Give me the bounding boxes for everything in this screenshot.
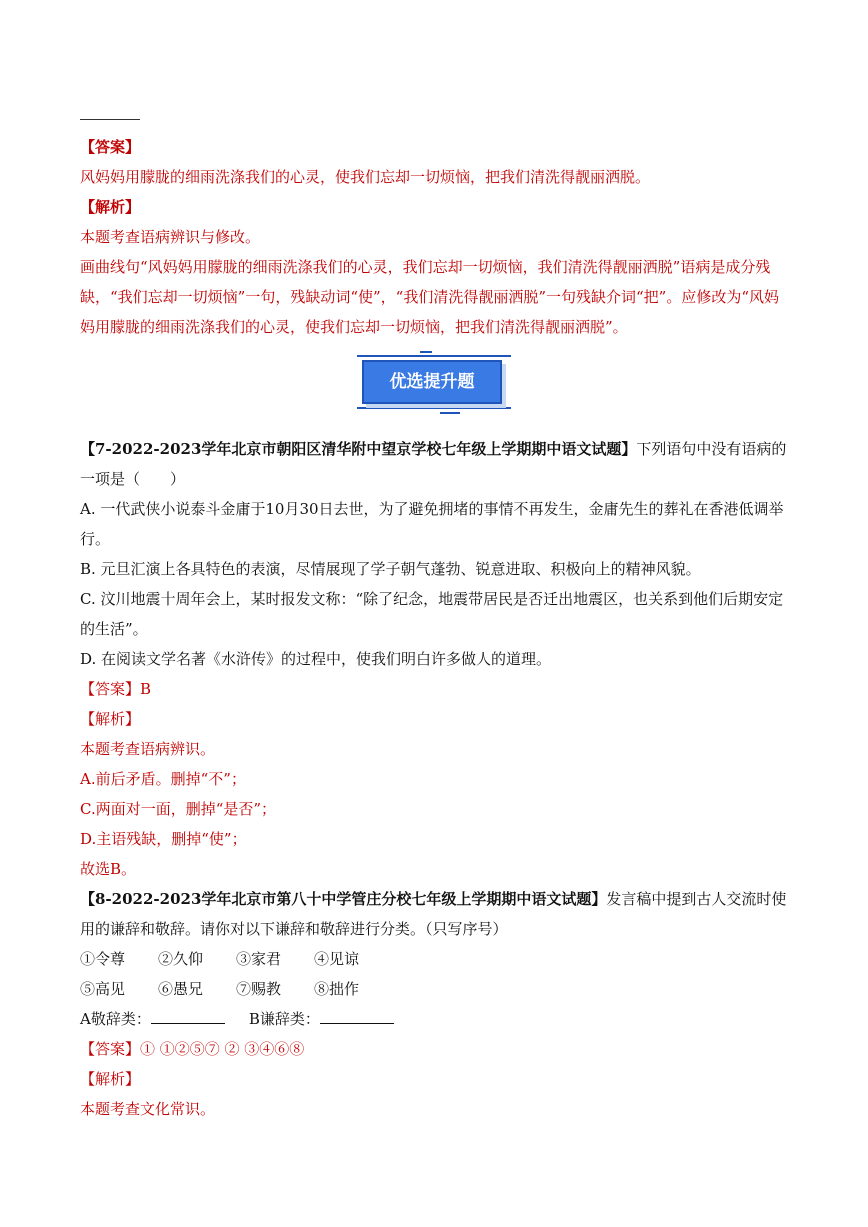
- answer-blank-b: [320, 1009, 394, 1024]
- option-c: C. 汶川地震十周年会上，某时报发文称：“除了纪念，地震带居民是否迁出地震区，也关系到他们后期安定的生活”。: [80, 590, 784, 638]
- word-item: ①令尊: [80, 950, 126, 968]
- word-item: ④见谅: [314, 950, 360, 968]
- question-7-stem: [80, 434, 792, 494]
- fill-blank-row: [80, 1004, 792, 1034]
- option-a: A. 一代武侠小说泰斗金庸于10月30日去世，为了避免拥堵的事情不再发生，金庸先生的葬礼在香港低调举行。: [80, 500, 784, 548]
- word-item: ⑤高见: [80, 980, 126, 998]
- word-item: ⑥愚兄: [158, 980, 204, 998]
- word-item: ②久仰: [158, 950, 204, 968]
- banner-title: 优选提升题: [362, 360, 502, 404]
- section-banner: [80, 342, 792, 434]
- answer-blank-a: [151, 1009, 225, 1024]
- question-8-stem: [80, 884, 792, 944]
- analysis-line: D.主语残缺，删掉“使”；: [80, 830, 247, 848]
- option-b: B. 元旦汇演上各具特色的表演，尽情展现了学子朝气蓬勃、锐意进取、积极向上的精神风貌。: [80, 560, 701, 578]
- analysis-body: 画曲线句“风妈妈用朦胧的细雨洗涤我们的心灵，我们忘却一切烦恼，我们清洗得靓丽洒脱”语病是成分残缺，“我们忘却一切烦恼”一句，残缺动词“使”，“我们清洗得靓丽洒脱”一句残缺介词“把”。应修改为“风妈妈用朦胧的细雨洗涤我们的心灵，使我们忘却一切烦恼，把我们清洗得靓丽洒脱”。: [80, 258, 780, 336]
- analysis-line: 故选B。: [80, 860, 137, 878]
- answer-label: 【答案】: [80, 138, 141, 156]
- blank-label-a: A敬辞类：: [80, 1010, 151, 1028]
- banner-ornament: [420, 351, 432, 353]
- option-d: D. 在阅读文学名著《水浒传》的过程中，使我们明白许多做人的道理。: [80, 650, 552, 668]
- word-row: [80, 974, 792, 1004]
- word-item: ⑧拙作: [314, 980, 360, 998]
- analysis-label: 【解析】: [80, 198, 141, 216]
- analysis-line: 本题考查语病辨识与修改。: [80, 228, 261, 246]
- word-row: [80, 944, 792, 974]
- analysis-line: 本题考查文化常识。: [80, 1100, 216, 1118]
- document-body: [80, 132, 792, 1124]
- question-source: 【7-2022-2023学年北京市朝阳区清华附中望京学校七年级上学期期中语文试题】: [80, 440, 637, 458]
- question-text: 发言稿中提到古人交流时使用的谦辞和敬辞。请你对以下谦辞和敬辞进行分类。（只写序号）: [80, 890, 787, 938]
- word-item: ③家君: [236, 950, 282, 968]
- answer-text: 风妈妈用朦胧的细雨洗涤我们的心灵，使我们忘却一切烦恼，把我们清洗得靓丽洒脱。: [80, 168, 651, 186]
- analysis-line: 本题考查语病辨识。: [80, 740, 216, 758]
- answer-line: 【答案】① ①②⑤⑦ ② ③④⑥⑧: [80, 1040, 305, 1058]
- analysis-label: 【解析】: [80, 710, 141, 728]
- question-text: 下列语句中没有语病的一项是（ ）: [80, 440, 787, 488]
- blank-label-b: B谦辞类：: [248, 1010, 320, 1028]
- analysis-label: 【解析】: [80, 1070, 141, 1088]
- answer-line: 【答案】B: [80, 680, 152, 698]
- top-divider: [80, 119, 140, 120]
- question-source: 【8-2022-2023学年北京市第八十中学管庄分校七年级上学期期中语文试题】: [80, 890, 607, 908]
- analysis-line: A.前后矛盾。删掉“不”；: [80, 770, 246, 788]
- banner-ornament: [440, 412, 460, 414]
- analysis-line: C.两面对一面，删掉“是否”；: [80, 800, 277, 818]
- word-item: ⑦赐教: [236, 980, 282, 998]
